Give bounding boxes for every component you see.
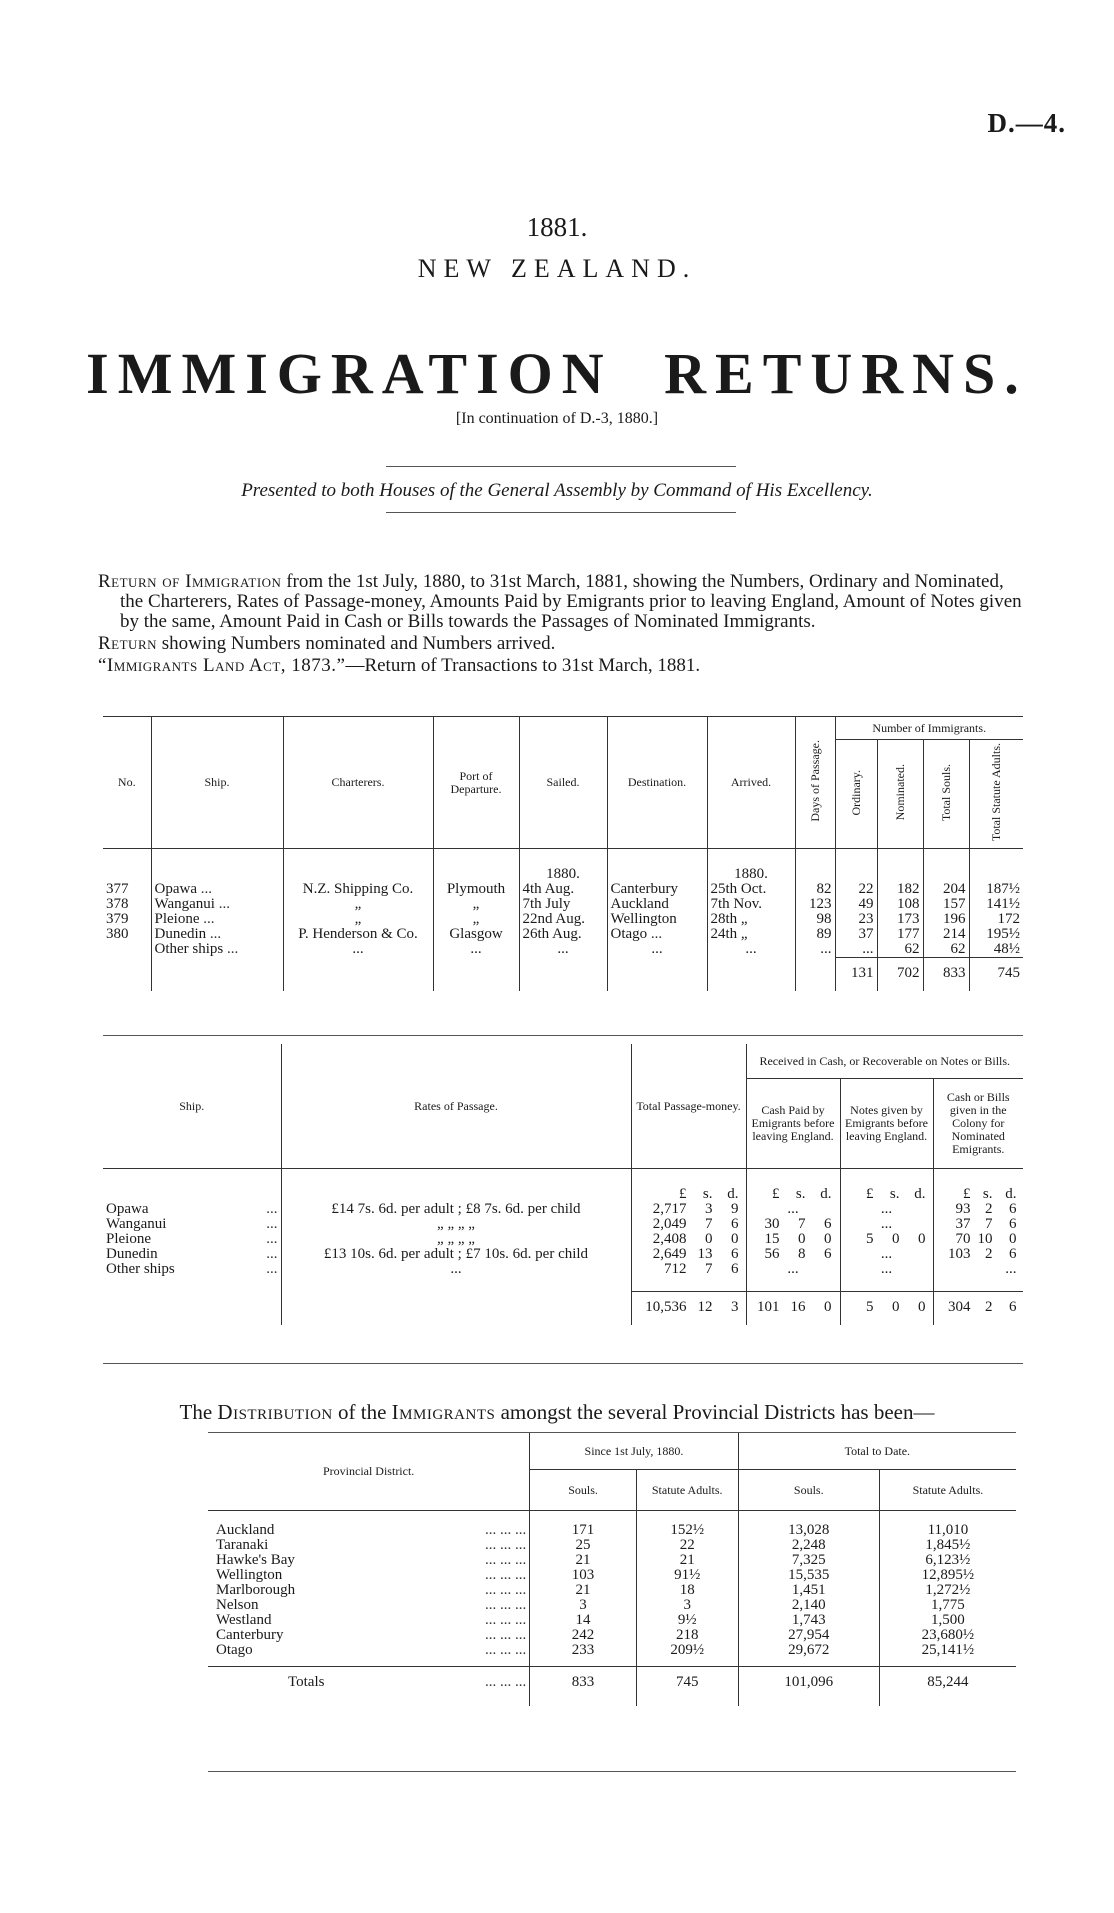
divider xyxy=(103,1035,1023,1036)
totals-label: Totals ... ... ... xyxy=(208,1667,530,1707)
cell-total: 2,408 0 0 xyxy=(631,1232,746,1247)
table-row xyxy=(103,897,1023,912)
cell-total: 2,649 13 6 xyxy=(631,1247,746,1262)
cell-nominated: 173 xyxy=(877,912,923,927)
cell-bills: ... xyxy=(933,1262,1023,1291)
cell-statute: 187½ xyxy=(969,882,1023,897)
subtitle: [In continuation of D.-3, 1880.] xyxy=(455,410,659,427)
cell-district: Otago ... ... ... xyxy=(216,1642,527,1658)
col-ordinary xyxy=(835,740,877,849)
cell-statute: 209½ xyxy=(636,1643,738,1667)
table-row xyxy=(208,1643,1016,1667)
cell-notes: ... xyxy=(840,1202,933,1217)
lsd-header: £ s. d. xyxy=(933,1169,1023,1203)
cell-statute: 48½ xyxy=(969,942,1023,958)
cell-souls: 233 xyxy=(530,1643,636,1667)
table-row xyxy=(208,1613,1016,1628)
table-row xyxy=(208,1598,1016,1613)
cell-total-statute: 1,500 xyxy=(879,1613,1016,1628)
cell-district: Canterbury ... ... ... xyxy=(216,1627,527,1643)
cell-cash-paid: 30 7 6 xyxy=(746,1217,840,1232)
cell-statute: 218 xyxy=(636,1628,738,1643)
cell-arrived: ... xyxy=(707,942,795,958)
cell-no: 378 xyxy=(106,896,129,912)
cell-bills: 93 2 6 xyxy=(933,1202,1023,1217)
cell-no: 380 xyxy=(106,926,129,942)
col-statute-label: Total Statute Adults. xyxy=(988,743,1003,842)
cell-total-souls: 29,672 xyxy=(738,1643,879,1667)
cell-nominated: 177 xyxy=(877,927,923,942)
cell-charterers: P. Henderson & Co. xyxy=(283,927,433,942)
cell-days: ... xyxy=(795,942,835,958)
cell-district: Nelson ... ... ... xyxy=(216,1597,527,1613)
divider xyxy=(386,466,736,467)
cell-port: „ xyxy=(433,912,519,927)
grand-total-statute: 85,244 xyxy=(879,1667,1016,1707)
cell-port: Glasgow xyxy=(433,927,519,942)
totals-row xyxy=(103,1291,1023,1325)
col-total-souls: Souls. xyxy=(738,1470,879,1511)
cell-total: 2,049 7 6 xyxy=(631,1217,746,1232)
cell-souls: 157 xyxy=(923,897,969,912)
act-text: —Return of Transactions to 31st March, 1881. xyxy=(345,655,701,676)
col-notes-given: Notes given by Emigrants before leaving England. xyxy=(840,1079,933,1169)
cell-destination: Otago ... xyxy=(607,927,707,942)
cell-destination: ... xyxy=(607,942,707,958)
cell-bills: 103 2 6 xyxy=(933,1247,1023,1262)
col-destination: Destination. xyxy=(607,717,707,849)
col-days-label: Days of Passage. xyxy=(807,740,822,822)
lsd-header: £ s. d. xyxy=(840,1169,933,1203)
cell-sailed: 4th Aug. xyxy=(519,882,607,897)
cell-rates: £13 10s. 6d. per adult ; £7 10s. 6d. per child xyxy=(281,1247,631,1262)
cell-rates: „ „ „ „ xyxy=(281,1217,631,1232)
cell-statute: 22 xyxy=(636,1538,738,1553)
cell-days: 123 xyxy=(795,897,835,912)
cell-total-souls: 27,954 xyxy=(738,1628,879,1643)
col-cash-bills: Cash or Bills given in the Colony for Nominated Emigrants. xyxy=(933,1079,1023,1169)
return-text: from the 1st July, 1880, to 31st March, 1881, showing the Numbers, Ordinary and Nominated, the Charterers, Rates of Passage-money, Amounts Paid by Emigrants prior to leaving England, Amount of Notes given by the same, Amount Paid in Cash or Bills towards the Passages of Nominated Immigrants. xyxy=(120,571,1022,632)
cell-charterers: ... xyxy=(283,942,433,958)
cell-nominated: 62 xyxy=(877,942,923,958)
cell-days: 82 xyxy=(795,882,835,897)
cell-ship: Wanganui ... xyxy=(151,897,283,912)
cell-statute: 9½ xyxy=(636,1613,738,1628)
divider xyxy=(386,512,736,513)
cell-ship: Dunedin ... xyxy=(106,1246,278,1262)
cell-sailed: 7th July xyxy=(519,897,607,912)
totals-row xyxy=(103,958,1023,992)
table-row xyxy=(208,1538,1016,1553)
cell-total-statute: 1,775 xyxy=(879,1598,1016,1613)
cell-total-souls: 2,140 xyxy=(738,1598,879,1613)
cell-souls: 242 xyxy=(530,1628,636,1643)
col-to-date: Total to Date. xyxy=(738,1433,1016,1470)
passage-money-table xyxy=(103,1044,1023,1325)
cell-statute: 21 xyxy=(636,1553,738,1568)
cell-ordinary: 23 xyxy=(835,912,877,927)
divider xyxy=(208,1771,1016,1772)
cell-statute: 172 xyxy=(969,912,1023,927)
table-row xyxy=(103,1232,1023,1247)
col-number-group: Number of Immigrants. xyxy=(835,717,1023,740)
cell-statute: 18 xyxy=(636,1583,738,1598)
table-row xyxy=(208,1553,1016,1568)
cell-total-statute: 25,141½ xyxy=(879,1643,1016,1667)
table-row xyxy=(103,1217,1023,1232)
cell-ship: Wanganui ... xyxy=(106,1216,278,1232)
cell-charterers: „ xyxy=(283,912,433,927)
sailed-year: 1880. xyxy=(519,849,607,883)
return2-lead: Return xyxy=(98,633,158,654)
year-heading: 1881. xyxy=(526,212,588,242)
cell-cash-paid: 15 0 0 xyxy=(746,1232,840,1247)
page-title: IMMIGRATION RETURNS. xyxy=(86,341,1028,406)
cell-bills: 70 10 0 xyxy=(933,1232,1023,1247)
total-ordinary: 131 xyxy=(835,958,877,992)
table-row xyxy=(103,882,1023,897)
cell-total-statute: 1,845½ xyxy=(879,1538,1016,1553)
col-no: No. xyxy=(103,717,151,849)
total-bills: 304 2 6 xyxy=(933,1291,1023,1325)
col-days xyxy=(795,717,835,849)
distribution-heading: The Distribution of the Immigrants amongst the several Provincial Districts has been— xyxy=(179,1400,935,1424)
table-row xyxy=(103,912,1023,927)
cell-ordinary: 49 xyxy=(835,897,877,912)
cell-ship: Other ships ... xyxy=(106,1261,278,1277)
cell-port: „ xyxy=(433,897,519,912)
cell-souls: 103 xyxy=(530,1568,636,1583)
col-total-souls xyxy=(923,740,969,849)
col-port: Port of Departure. xyxy=(433,717,519,849)
return-lead: Return of Immigration xyxy=(98,571,282,592)
cell-souls: 21 xyxy=(530,1553,636,1568)
col-since: Since 1st July, 1880. xyxy=(530,1433,738,1470)
col-arrived: Arrived. xyxy=(707,717,795,849)
col-ship: Ship. xyxy=(151,717,283,849)
cell-arrived: 24th „ xyxy=(707,927,795,942)
cell-arrived: 28th „ xyxy=(707,912,795,927)
cell-destination: Wellington xyxy=(607,912,707,927)
cell-bills: 37 7 6 xyxy=(933,1217,1023,1232)
total-cash-paid: 101 16 0 xyxy=(746,1291,840,1325)
col-total-statute: Statute Adults. xyxy=(879,1470,1016,1511)
cell-souls: 214 xyxy=(923,927,969,942)
cell-statute: 152½ xyxy=(636,1523,738,1538)
cell-ship: Opawa ... xyxy=(151,882,283,897)
cell-district: Marlborough ... ... ... xyxy=(216,1582,527,1598)
cell-souls: 196 xyxy=(923,912,969,927)
grand-total-souls: 101,096 xyxy=(738,1667,879,1707)
cell-total-souls: 13,028 xyxy=(738,1523,879,1538)
col-charterers: Charterers. xyxy=(283,717,433,849)
cell-souls: 25 xyxy=(530,1538,636,1553)
cell-ordinary: ... xyxy=(835,942,877,958)
act-lead: “Immigrants Land Act, 1873.” xyxy=(98,655,346,676)
arrived-year: 1880. xyxy=(707,849,795,883)
col-ship: Ship. xyxy=(103,1044,281,1169)
table-row xyxy=(103,927,1023,942)
divider xyxy=(103,1363,1023,1364)
cell-total-souls: 1,451 xyxy=(738,1583,879,1598)
cell-notes: 5 0 0 xyxy=(840,1232,933,1247)
cell-total-souls: 7,325 xyxy=(738,1553,879,1568)
cell-days: 89 xyxy=(795,927,835,942)
col-district: Provincial District. xyxy=(208,1433,530,1511)
cell-port: Plymouth xyxy=(433,882,519,897)
cell-sailed: 22nd Aug. xyxy=(519,912,607,927)
cell-destination: Auckland xyxy=(607,897,707,912)
immigration-table xyxy=(103,716,1023,991)
cell-total-statute: 1,272½ xyxy=(879,1583,1016,1598)
col-souls: Souls. xyxy=(530,1470,636,1511)
cell-ordinary: 22 xyxy=(835,882,877,897)
total-passage: 10,536 12 3 xyxy=(631,1291,746,1325)
cell-district: Taranaki ... ... ... xyxy=(216,1537,527,1553)
col-total-passage: Total Passage-money. xyxy=(631,1044,746,1169)
cell-souls: 3 xyxy=(530,1598,636,1613)
cell-statute: 141½ xyxy=(969,897,1023,912)
cell-nominated: 108 xyxy=(877,897,923,912)
cell-cash-paid: 56 8 6 xyxy=(746,1247,840,1262)
cell-nominated: 182 xyxy=(877,882,923,897)
totals-row xyxy=(208,1667,1016,1707)
table-row xyxy=(103,1247,1023,1262)
cell-cash-paid: ... xyxy=(746,1202,840,1217)
return-description xyxy=(98,572,1028,676)
cell-charterers: „ xyxy=(283,897,433,912)
cell-ship: Pleione ... xyxy=(106,1231,278,1247)
return2-text: showing Numbers nominated and Numbers arrived. xyxy=(161,633,556,654)
cell-total-souls: 15,535 xyxy=(738,1568,879,1583)
total-souls: 833 xyxy=(923,958,969,992)
lsd-header: £ s. d. xyxy=(746,1169,840,1203)
cell-sailed: ... xyxy=(519,942,607,958)
cell-charterers: N.Z. Shipping Co. xyxy=(283,882,433,897)
cell-souls: 62 xyxy=(923,942,969,958)
col-statute xyxy=(969,740,1023,849)
col-received-group: Received in Cash, or Recoverable on Notes or Bills. xyxy=(746,1044,1023,1079)
col-rates: Rates of Passage. xyxy=(281,1044,631,1169)
cell-arrived: 7th Nov. xyxy=(707,897,795,912)
distribution-table xyxy=(208,1433,1016,1706)
cell-statute: 195½ xyxy=(969,927,1023,942)
cell-sailed: 26th Aug. xyxy=(519,927,607,942)
cell-total: 2,717 3 9 xyxy=(631,1202,746,1217)
cell-ship: Opawa ... xyxy=(106,1201,278,1217)
cell-notes: ... xyxy=(840,1217,933,1232)
cell-rates: ... xyxy=(281,1262,631,1291)
col-statute: Statute Adults. xyxy=(636,1470,738,1511)
cell-no xyxy=(103,942,151,958)
total-nominated: 702 xyxy=(877,958,923,992)
cell-souls: 204 xyxy=(923,882,969,897)
cell-destination: Canterbury xyxy=(607,882,707,897)
cell-statute: 3 xyxy=(636,1598,738,1613)
table-row xyxy=(103,942,1023,958)
cell-total: 712 7 6 xyxy=(631,1262,746,1291)
table-row xyxy=(103,1202,1023,1217)
lsd-header: £ s. d. xyxy=(631,1169,746,1203)
table-row xyxy=(208,1628,1016,1643)
cell-statute: 91½ xyxy=(636,1568,738,1583)
cell-ship: Dunedin ... xyxy=(151,927,283,942)
country-heading: NEW ZEALAND. xyxy=(417,254,697,283)
total-statute: 745 xyxy=(636,1667,738,1707)
total-statute: 745 xyxy=(969,958,1023,992)
total-souls: 833 xyxy=(530,1667,636,1707)
table-row xyxy=(208,1568,1016,1583)
cell-district: Wellington ... ... ... xyxy=(216,1567,527,1583)
cell-notes: ... xyxy=(840,1262,933,1291)
cell-district: Westland ... ... ... xyxy=(216,1612,527,1628)
cell-rates: £14 7s. 6d. per adult ; £8 7s. 6d. per child xyxy=(281,1202,631,1217)
cell-total-souls: 1,743 xyxy=(738,1613,879,1628)
cell-total-statute: 11,010 xyxy=(879,1523,1016,1538)
cell-souls: 14 xyxy=(530,1613,636,1628)
cell-district: Hawke's Bay ... ... ... xyxy=(216,1552,527,1568)
cell-total-statute: 6,123½ xyxy=(879,1553,1016,1568)
cell-total-souls: 2,248 xyxy=(738,1538,879,1553)
cell-notes: ... xyxy=(840,1247,933,1262)
cell-no: 377 xyxy=(106,881,129,897)
table-row xyxy=(208,1583,1016,1598)
col-cash-paid: Cash Paid by Emigrants before leaving England. xyxy=(746,1079,840,1169)
cell-total-statute: 23,680½ xyxy=(879,1628,1016,1643)
cell-port: ... xyxy=(433,942,519,958)
cell-no: 379 xyxy=(106,911,129,927)
col-sailed: Sailed. xyxy=(519,717,607,849)
document-reference: D.—4. xyxy=(987,108,1066,138)
table-row xyxy=(103,1262,1023,1291)
col-nominated xyxy=(877,740,923,849)
cell-cash-paid: ... xyxy=(746,1262,840,1291)
cell-souls: 21 xyxy=(530,1583,636,1598)
cell-days: 98 xyxy=(795,912,835,927)
cell-rates: „ „ „ „ xyxy=(281,1232,631,1247)
cell-ordinary: 37 xyxy=(835,927,877,942)
cell-total-statute: 12,895½ xyxy=(879,1568,1016,1583)
cell-district: Auckland ... ... ... xyxy=(216,1522,527,1538)
cell-souls: 171 xyxy=(530,1523,636,1538)
col-nominated-label: Nominated. xyxy=(892,764,907,821)
presented-line: Presented to both Houses of the General Assembly by Command of His Excellency. xyxy=(241,480,873,501)
cell-ship: Pleione ... xyxy=(151,912,283,927)
col-ordinary-label: Ordinary. xyxy=(848,769,863,816)
table-row xyxy=(208,1523,1016,1538)
cell-arrived: 25th Oct. xyxy=(707,882,795,897)
cell-ship: Other ships ... xyxy=(151,942,283,958)
col-total-souls-label: Total Souls. xyxy=(938,763,953,822)
total-notes: 5 0 0 xyxy=(840,1291,933,1325)
